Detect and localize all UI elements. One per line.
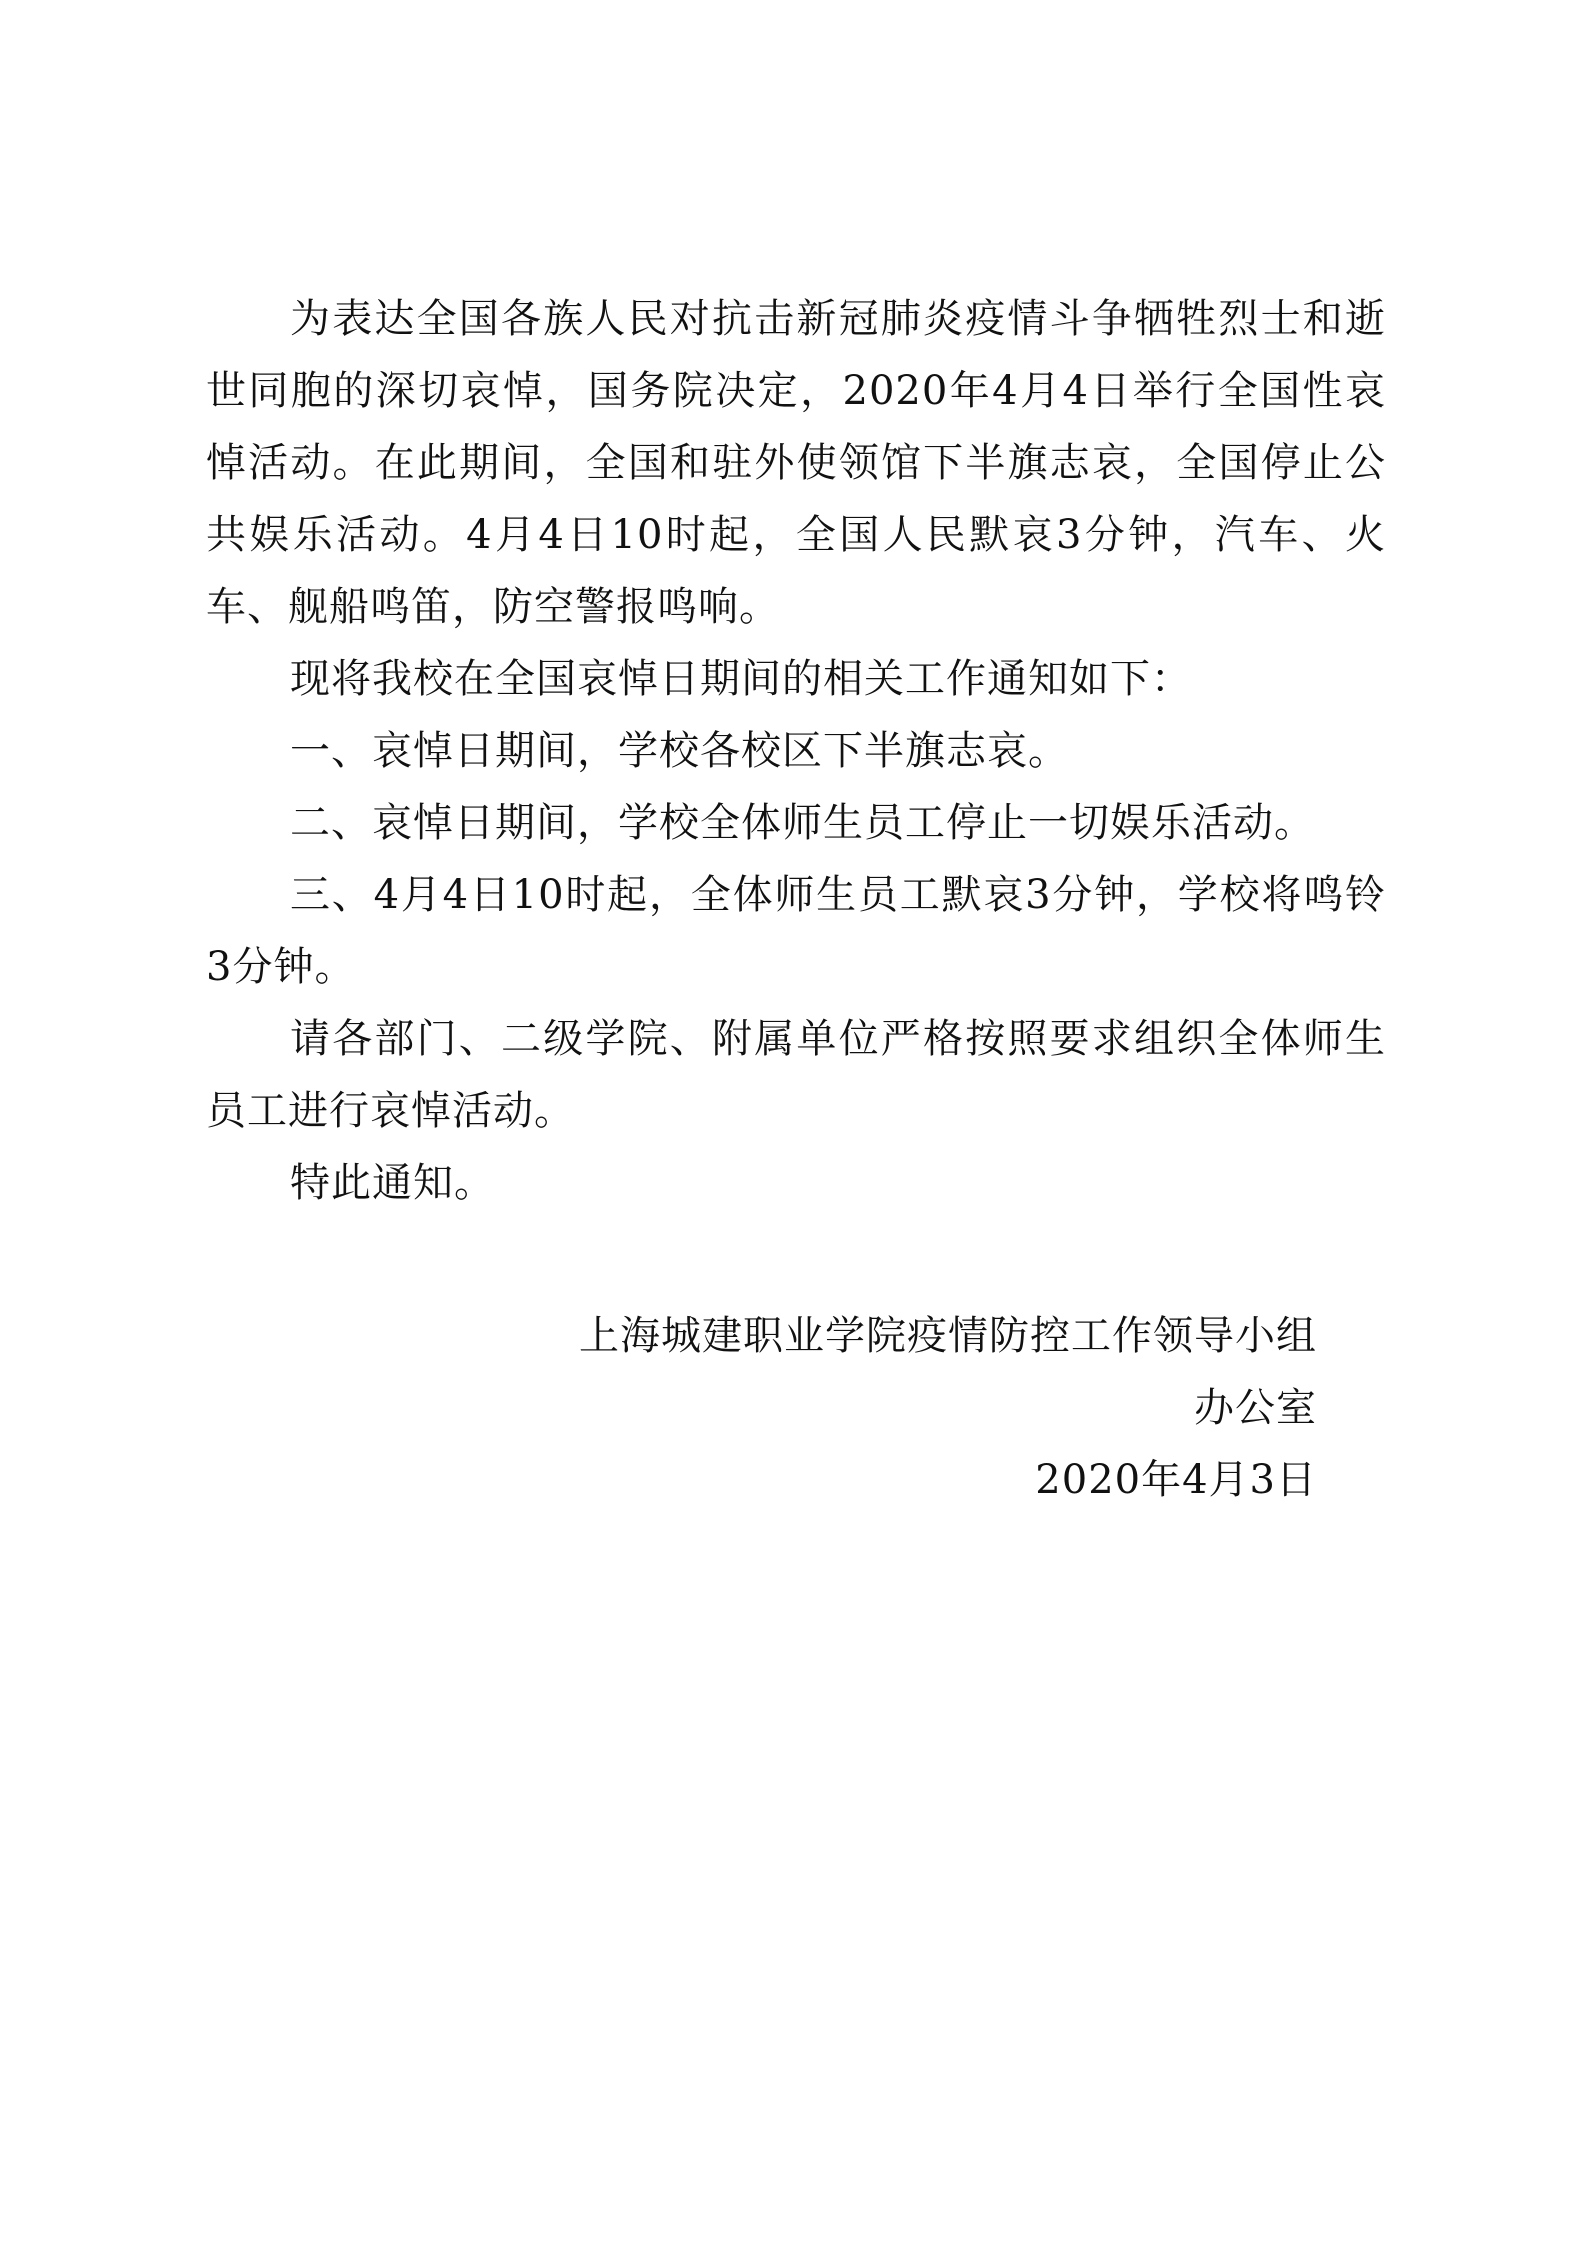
signature-office: 办公室 [1194, 1385, 1317, 1431]
paragraph-item-1: 一、哀悼日期间，学校各校区下半旗志哀。 [290, 728, 1069, 774]
paragraph-item-2: 二、哀悼日期间，学校全体师生员工停止一切娱乐活动。 [290, 800, 1315, 846]
paragraph-intro: 为表达全国各族人民对抗击新冠肺炎疫情斗争牺牲烈士和逝世同胞的深切哀悼，国务院决定，2020年4月4日举行全国性哀悼活动。在此期间，全国和驻外使领馆下半旗志哀，全国停止公共娱乐活动。4月4日10时起，全国人民默哀3分钟，汽车、火车、舰船鸣笛，防空警报鸣响。 [206, 296, 1386, 630]
signature-block [417, 1300, 1317, 1516]
signature-organization: 上海城建职业学院疫情防控工作领导小组 [579, 1313, 1317, 1359]
signature-date: 2020年4月3日 [1035, 1457, 1317, 1503]
paragraph-notice-lead: 现将我校在全国哀悼日期间的相关工作通知如下： [290, 656, 1192, 702]
paragraph-closing: 特此通知。 [290, 1160, 495, 1206]
paragraph-item-3: 三、4月4日10时起，全体师生员工默哀3分钟，学校将鸣铃3分钟。 [206, 872, 1386, 990]
notice-body [206, 283, 1386, 1219]
paragraph-request: 请各部门、二级学院、附属单位严格按照要求组织全体师生员工进行哀悼活动。 [206, 1016, 1386, 1134]
